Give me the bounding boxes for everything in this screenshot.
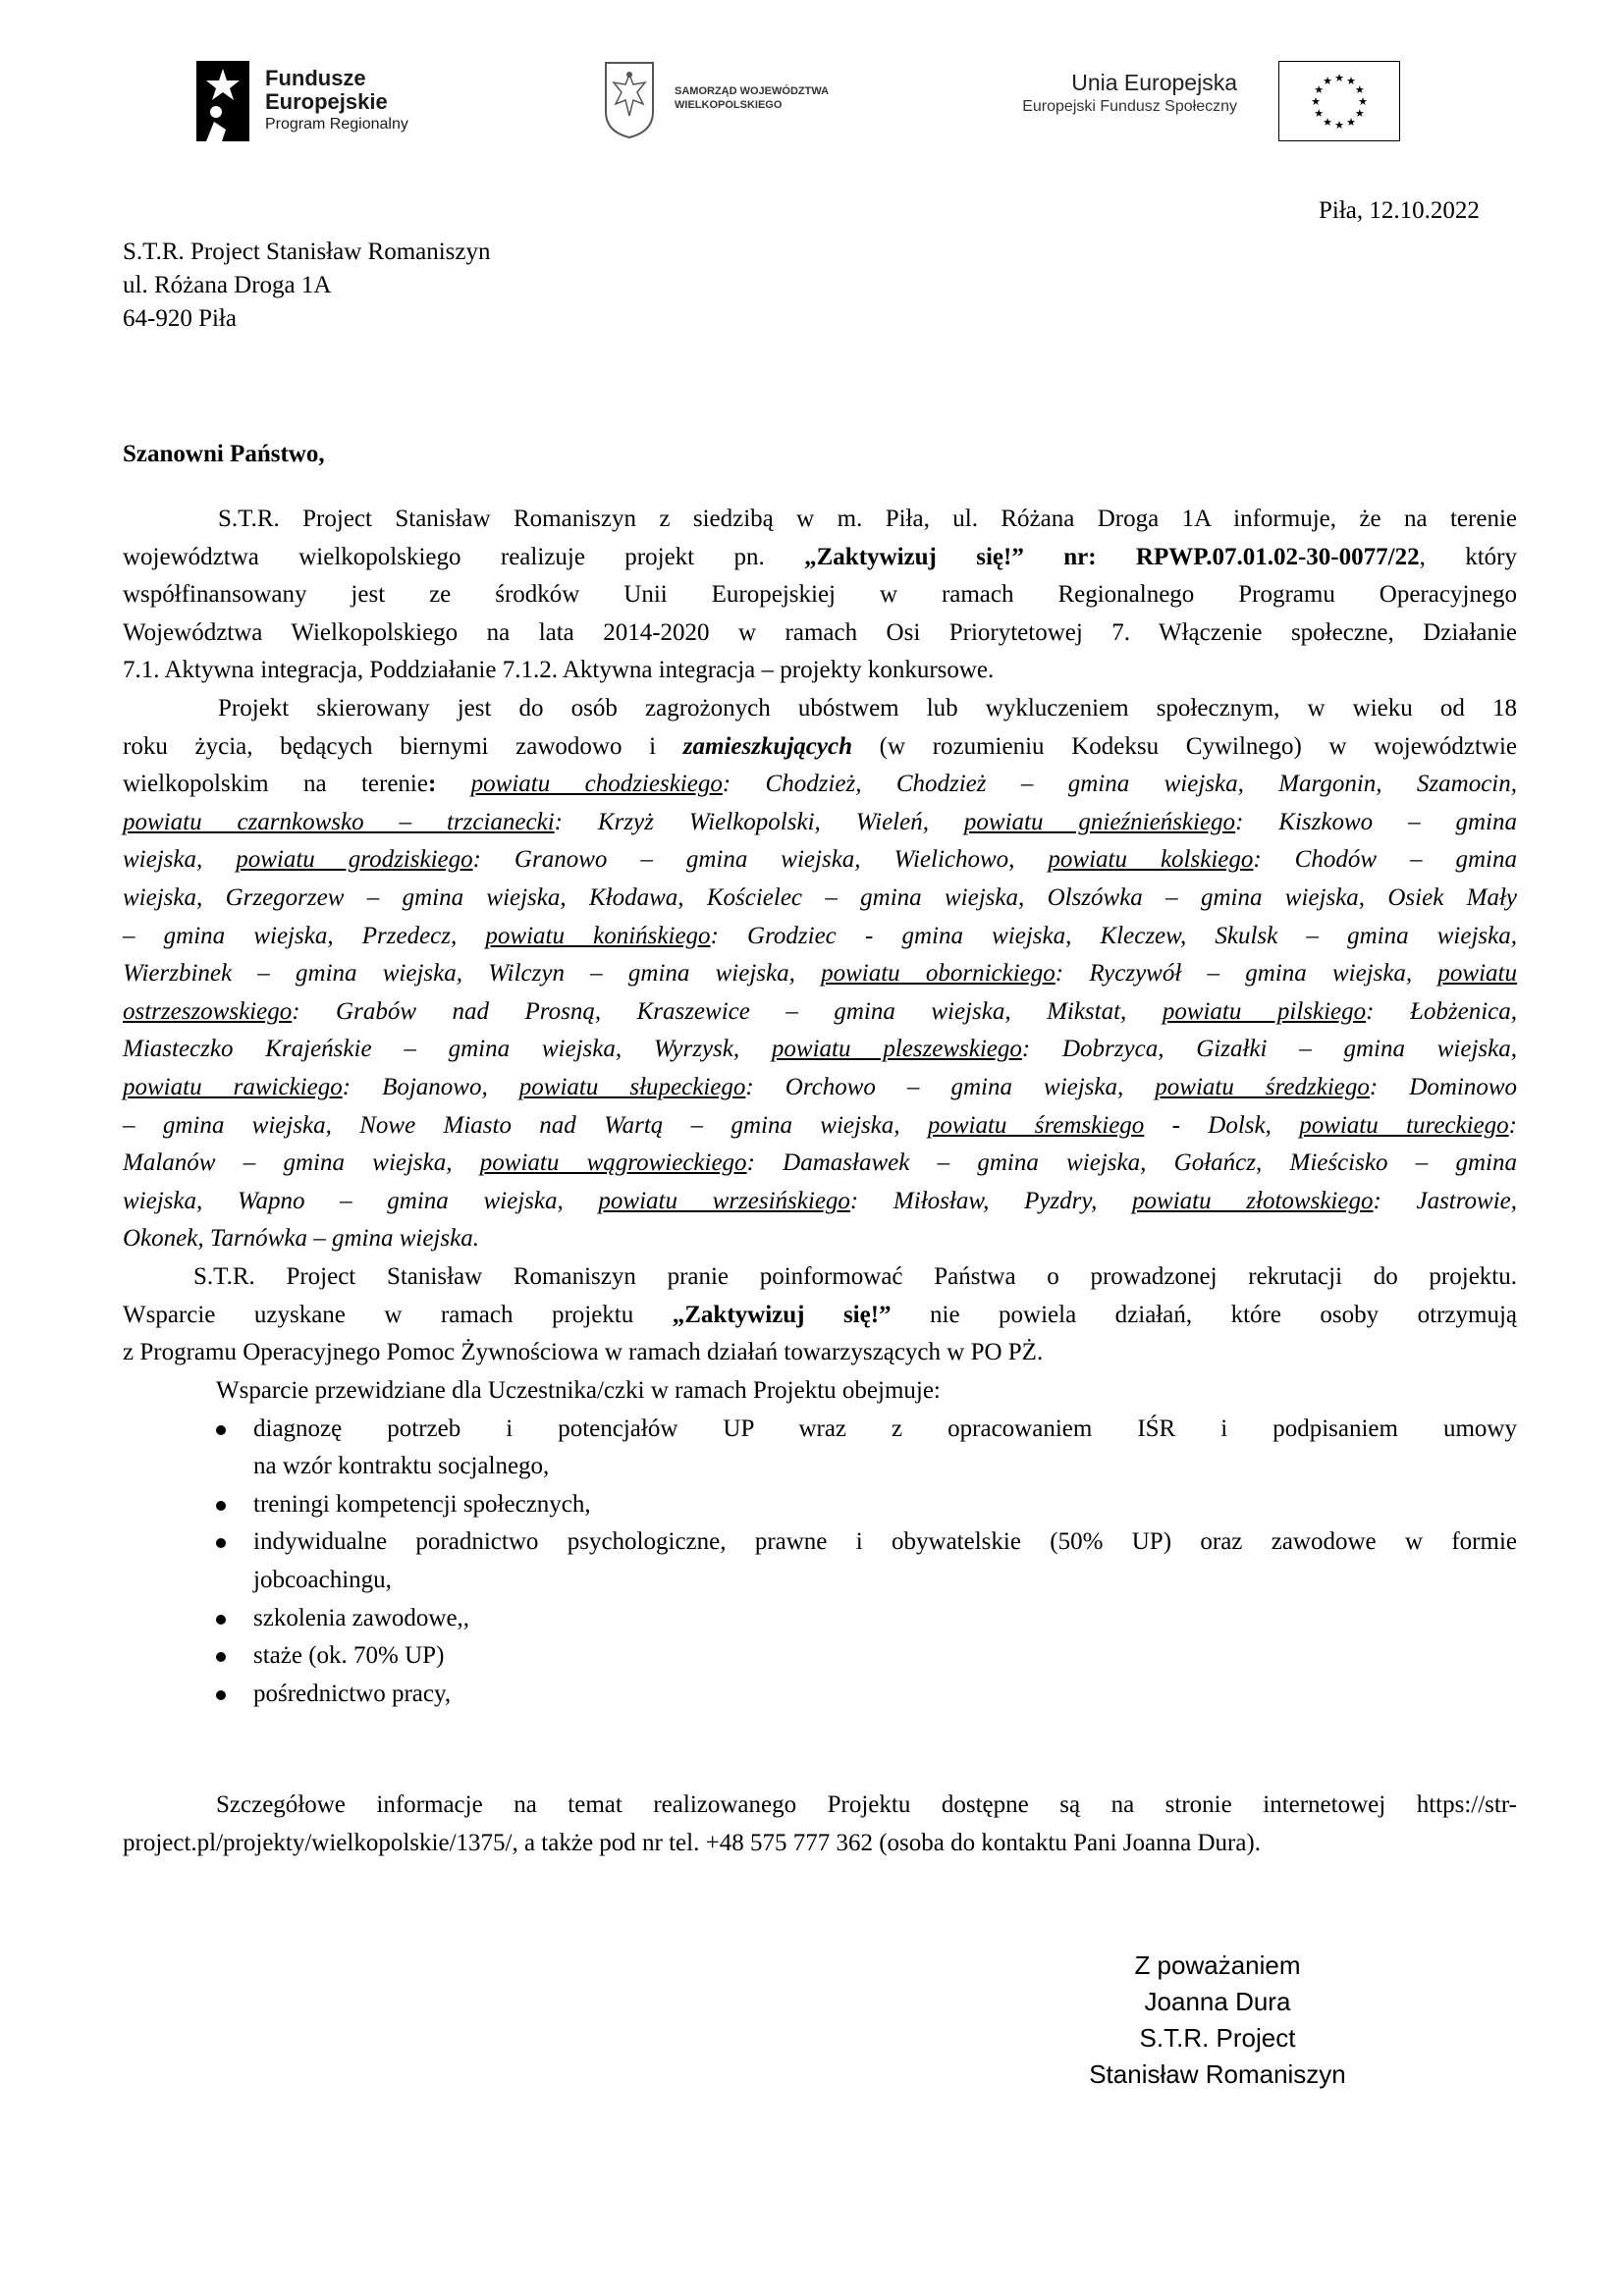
support-intro: Wsparcie przewidziane dla Uczestnika/czki w ramach Projektu obejmuje: xyxy=(216,1377,941,1404)
county-name: powiatu pilskiego xyxy=(1162,997,1367,1025)
county-name: powiatu gnieźnieńskiego xyxy=(963,808,1236,835)
county-name: powiatu kolskiego xyxy=(1048,846,1254,874)
eu-star-icon: ★ xyxy=(1314,107,1325,120)
signature-block xyxy=(982,1948,1453,2093)
address-line-3: 64-920 Piła xyxy=(123,305,237,332)
eu-star-icon: ★ xyxy=(1334,119,1344,132)
samorzad-line2: WIELKOPOLSKIEGO xyxy=(675,99,783,111)
bullet-icon xyxy=(216,1425,226,1435)
samorzad-line1: SAMORZĄD WOJEWÓDZTWA xyxy=(675,85,830,97)
greeting: Szanowni Państwo, xyxy=(123,441,325,467)
county-name: powiatu śremskiego xyxy=(927,1111,1145,1139)
address-line-1: S.T.R. Project Stanisław Romaniszyn xyxy=(123,239,491,265)
eu-star-icon: ★ xyxy=(1346,75,1356,88)
bullet-icon xyxy=(216,1615,226,1625)
p2-line: Miasteczko Krajeńskie – gmina wiejska, Wyrzysk, powiatu pleszewskiego: Dobrzyca, Gizałki – gmina wiejska, xyxy=(123,1036,1517,1063)
p2-line: wiejska, powiatu grodziskiego: Granowo – gmina wiejska, Wielichowo, powiatu kolskiego: Chodów – gmina xyxy=(123,846,1517,874)
signature-company: S.T.R. Project xyxy=(1139,2023,1296,2053)
signature-name: Joanna Dura xyxy=(1144,1987,1291,2016)
eu-star-icon: ★ xyxy=(1358,95,1368,108)
eu-flag-icon xyxy=(1278,61,1400,141)
eu-star-icon: ★ xyxy=(1354,107,1365,120)
p3-line: S.T.R. Project Stanisław Romaniszyn pranie poinformować Państwa o prowadzonej rekrutacji do projektu. xyxy=(193,1263,1517,1290)
p2-line: powiatu czarnkowsko – trzcianecki: Krzyż Wielkopolski, Wieleń, powiatu gnieźnieńskiego: Kiszkowo – gmina xyxy=(123,808,1517,835)
p4-line: Szczegółowe informacje na temat realizowanego Projektu dostępne są na stronie internetowej https://str- xyxy=(216,1791,1517,1818)
bullet-icon xyxy=(216,1501,226,1511)
fe-logo-line2: Europejskie xyxy=(265,89,388,114)
p2-line: Wierzbinek – gmina wiejska, Wilczyn – gmina wiejska, powiatu obornickiego: Ryczywół – gmina wiejska, powiatu xyxy=(123,960,1517,988)
eu-star-icon: ★ xyxy=(1311,95,1321,108)
support-list xyxy=(123,1372,1517,1713)
county-name: powiatu konińskiego xyxy=(485,922,711,949)
p2-line: Okonek, Tarnówka – gmina wiejska. xyxy=(123,1225,479,1253)
bullet-icon xyxy=(216,1690,226,1700)
county-name: powiatu złotowskiego xyxy=(1132,1187,1374,1214)
county-name: powiatu xyxy=(1437,960,1517,988)
county-name: powiatu słupeckiego xyxy=(518,1073,746,1100)
p2-line: – gmina wiejska, Przedecz, powiatu konińskiego: Grodziec - gmina wiejska, Kleczew, Skulsk – gmina wiejska, xyxy=(123,922,1517,949)
p3-line: z Programu Operacyjnego Pomoc Żywnościowa w ramach działań towarzyszących w PO PŻ. xyxy=(123,1339,1044,1366)
project-name-number: „Zaktywizuj się!” nr: RPWP.07.01.02-30-0077/22 xyxy=(804,543,1420,570)
paragraph-details xyxy=(123,1787,1517,1862)
fe-star-icon xyxy=(196,61,249,141)
county-name: powiatu rawickiego xyxy=(123,1073,343,1100)
p2-line: wielkopolskim na terenie: powiatu chodzieskiego: Chodzież, Chodzież – gmina wiejska, Margonin, Szamocin, xyxy=(123,771,1517,798)
eu-star-icon: ★ xyxy=(1354,83,1365,96)
p1-line: Województwa Wielkopolskiego na lata 2014-2020 w ramach Osi Priorytetowej 7. Włączenie społeczne, Działanie xyxy=(123,618,1517,646)
signature-closing: Z poważaniem xyxy=(1134,1950,1301,1980)
p1-line: 7.1. Aktywna integracja, Poddziałanie 7.1.2. Aktywna integracja – projekty konkursowe. xyxy=(123,657,995,684)
bullet-icon xyxy=(216,1652,226,1662)
emphasis-residing: zamieszkujących xyxy=(682,732,852,760)
county-name: powiatu wągrowieckiego xyxy=(479,1149,747,1177)
county-name: powiatu obornickiego xyxy=(821,960,1056,988)
county-name: powiatu czarnkowsko – trzcianecki xyxy=(123,808,555,835)
eagle-shield-icon xyxy=(604,61,655,139)
p2-line: Malanów – gmina wiejska, powiatu wągrowieckiego: Damasławek – gmina wiejska, Gołańcz, Mieścisko – gmina xyxy=(123,1149,1517,1177)
p1-line: województwa wielkopolskiego realizuje projekt pn. „Zaktywizuj się!” nr: RPWP.07.01.02-30-0077/22, który xyxy=(123,543,1517,570)
p2-line: – gmina wiejska, Nowe Miasto nad Wartą – gmina wiejska, powiatu śremskiego - Dolsk, powiatu tureckiego: xyxy=(123,1111,1517,1139)
logo-bar xyxy=(196,51,1404,149)
recipient-address xyxy=(123,236,491,336)
paragraph-project-info xyxy=(123,501,1517,690)
eu-star-icon: ★ xyxy=(1346,115,1356,129)
county-name: powiatu grodziskiego xyxy=(236,846,473,874)
list-item: treningi kompetencji społecznych, xyxy=(123,1486,1517,1524)
eu-star-icon: ★ xyxy=(1334,72,1344,84)
paragraph-target-group xyxy=(123,690,1517,1258)
eu-star-icon: ★ xyxy=(1314,83,1325,96)
p2-line: wiejska, Wapno – gmina wiejska, powiatu wrzesińskiego: Miłosław, Pyzdry, powiatu złotowskiego: Jastrowie, xyxy=(123,1187,1518,1214)
fe-logo-text xyxy=(265,67,408,135)
project-name: „Zaktywizuj się!” xyxy=(672,1301,892,1328)
fe-logo-line1: Fundusze xyxy=(265,66,366,90)
p2-line: ostrzeszowskiego: Grabów nad Prosną, Kraszewice – gmina wiejska, Mikstat, powiatu pilskiego: Łobżenica, xyxy=(123,997,1517,1025)
signature-owner: Stanisław Romaniszyn xyxy=(1089,2059,1346,2089)
list-item: szkolenia zawodowe,, xyxy=(123,1600,1517,1638)
county-name: powiatu pleszewskiego xyxy=(771,1036,1022,1063)
county-name: ostrzeszowskiego xyxy=(123,997,293,1025)
p1-line: współfinansowany jest ze środków Unii Europejskiej w ramach Regionalnego Programu Operacyjnego xyxy=(123,581,1517,609)
ue-logo-text xyxy=(1001,69,1237,118)
p3-line: Wsparcie uzyskane w ramach projektu „Zaktywizuj się!” nie powiela działań, które osoby otrzymują xyxy=(123,1301,1517,1328)
p1-line: S.T.R. Project Stanisław Romaniszyn z siedzibą w m. Piła, ul. Różana Droga 1A informuje, że na terenie xyxy=(218,506,1517,532)
ue-title: Unia Europejska xyxy=(1071,70,1237,95)
county-name: powiatu tureckiego xyxy=(1299,1111,1509,1139)
ue-subtitle: Europejski Fundusz Społeczny xyxy=(1022,98,1237,115)
list-item: indywidualne poradnictwo psychologiczne, prawne i obywatelskie (50% UP) oraz zawodowe w formie jobcoachingu, xyxy=(123,1523,1517,1599)
address-line-2: ul. Różana Droga 1A xyxy=(123,272,332,298)
bullet-icon xyxy=(216,1538,226,1548)
samorzad-logo-text xyxy=(675,84,829,112)
eu-star-icon: ★ xyxy=(1323,115,1332,129)
eu-star-icon: ★ xyxy=(1323,75,1332,88)
p2-line: wiejska, Grzegorzew – gmina wiejska, Kłodawa, Kościelec – gmina wiejska, Olszówka – gmina wiejska, Osiek Mały xyxy=(123,883,1517,911)
fe-logo-line3: Program Regionalny xyxy=(265,116,408,133)
county-name: powiatu chodzieskiego xyxy=(470,771,723,798)
p2-line: powiatu rawickiego: Bojanowo, powiatu słupeckiego: Orchowo – gmina wiejska, powiatu średzkiego: Dominowo xyxy=(123,1073,1518,1100)
list-item: pośrednictwo pracy, xyxy=(123,1676,1517,1714)
county-name: powiatu wrzesińskiego xyxy=(598,1187,850,1214)
list-item: diagnozę potrzeb i potencjałów UP wraz z opracowaniem IŚR i podpisaniem umowy na wzór kontraktu socjalnego, xyxy=(123,1411,1517,1486)
letter-date: Piła, 12.10.2022 xyxy=(1319,197,1480,224)
county-name: powiatu średzkiego xyxy=(1155,1073,1370,1100)
p4-line: project.pl/projekty/wielkopolskie/1375/, a także pod nr tel. +48 575 777 362 (osoba do kontaktu Pani Joanna Dura). xyxy=(123,1829,1262,1856)
p2-line: Projekt skierowany jest do osób zagrożonych ubóstwem lub wykluczeniem społecznym, w wieku od 18 xyxy=(218,695,1517,721)
paragraph-recruitment xyxy=(123,1258,1517,1372)
p2-line: roku życia, będących biernymi zawodowo i zamieszkujących (w rozumieniu Kodeksu Cywilnego) w województwie xyxy=(123,732,1518,760)
list-item: staże (ok. 70% UP) xyxy=(123,1637,1517,1676)
